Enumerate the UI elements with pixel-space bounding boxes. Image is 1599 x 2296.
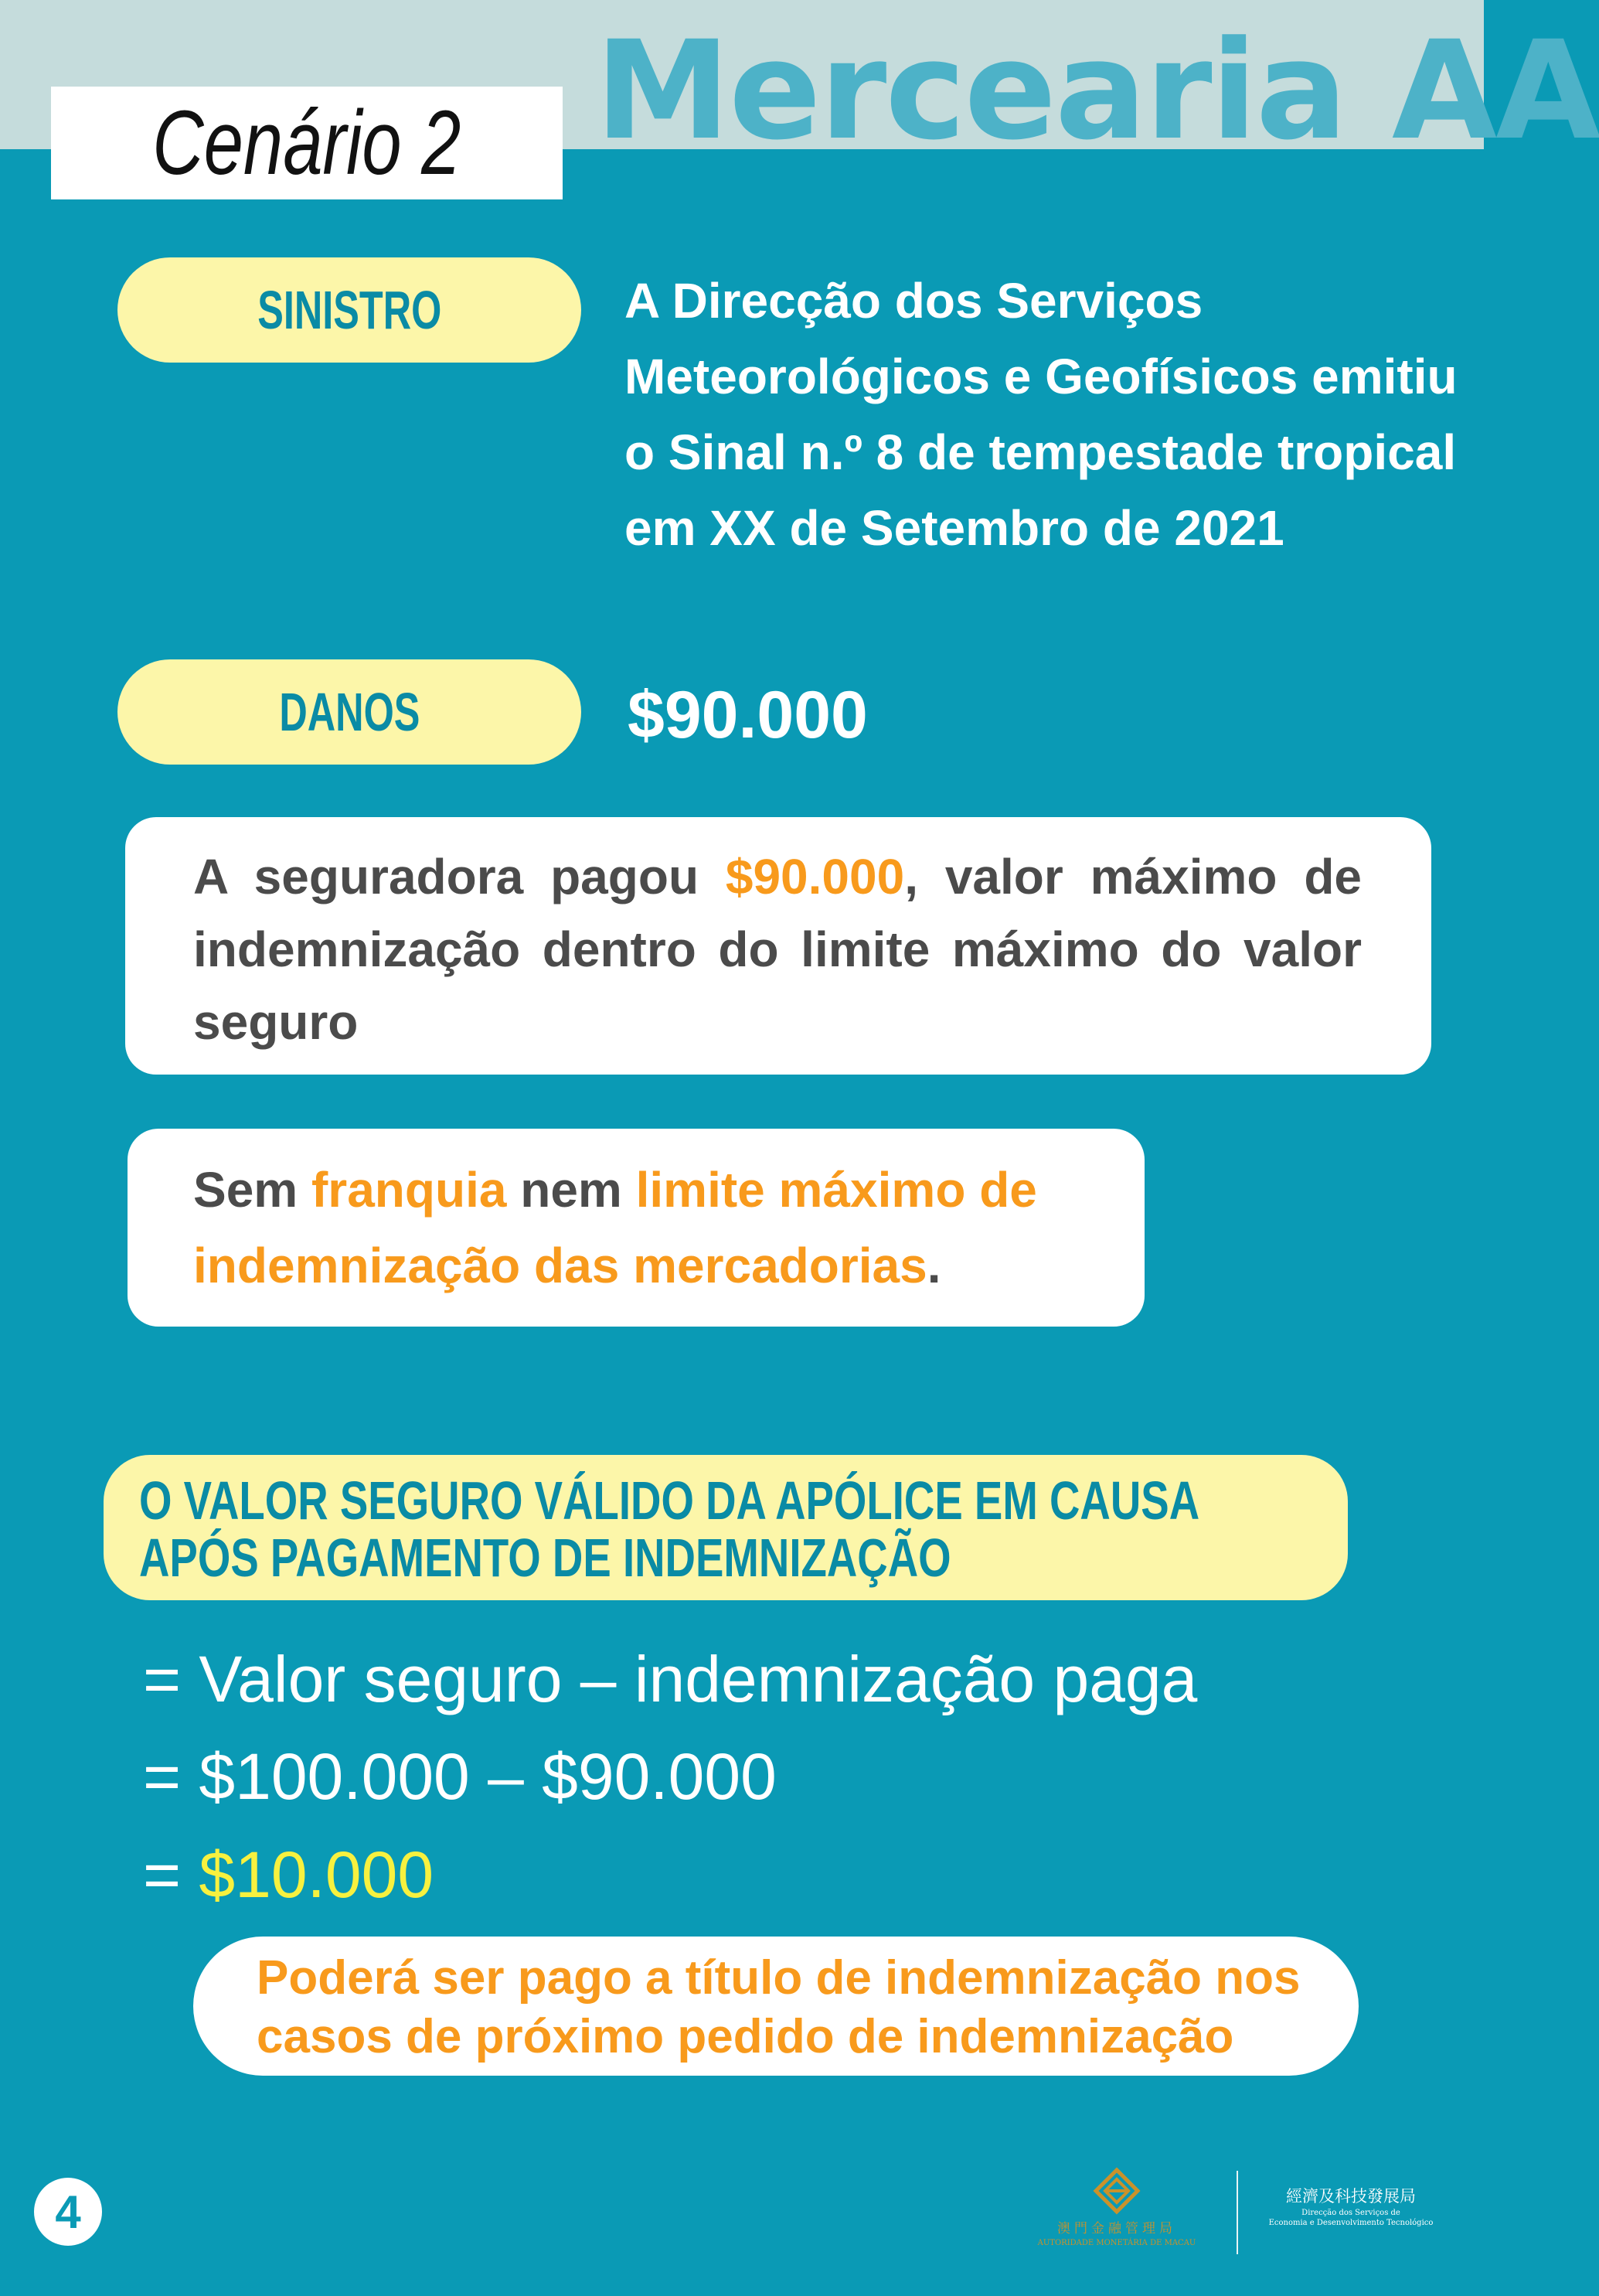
- conditions-text: [193, 1152, 1121, 1303]
- sinistro-description: A Direcção dos Serviços Meteorológicos e Geofísicos emitiu o Sinal n.º 8 de tempestade tropical em XX de Setembro de 2021: [624, 273, 1458, 556]
- dsedt-name-pt-2: Economia e Desenvolvimento Tecnológico: [1268, 2219, 1434, 2227]
- valid-value-heading-pill: [104, 1455, 1348, 1600]
- danos-value: $90.000: [628, 678, 868, 752]
- payment-card: [125, 817, 1431, 1075]
- danos-label: DANOS: [278, 682, 420, 742]
- formula-line-3: [143, 1832, 1418, 1917]
- formula-line-3-prefix: =: [143, 1838, 199, 1911]
- sinistro-label: SINISTRO: [257, 280, 442, 340]
- amcm-logo: [1028, 2168, 1206, 2260]
- scenario-label: Cenário 2: [152, 92, 461, 194]
- page-title: Mercearia AA: [595, 12, 1599, 170]
- payment-suffix: , valor máximo de indemnização dentro do limite máximo do valor seguro: [193, 849, 1362, 1050]
- dsedt-name-pt-1: Direcção dos Serviços de: [1301, 2209, 1400, 2217]
- formula-line-1: = Valor seguro – indemnização paga: [143, 1643, 1198, 1715]
- conditions-highlight-limite: limite máximo de indemnização das mercadorias: [193, 1162, 1037, 1293]
- formula-result: $10.000: [199, 1838, 434, 1911]
- sinistro-pill: [117, 257, 581, 363]
- valid-value-heading: O VALOR SEGURO VÁLIDO DA APÓLICE EM CAUSA APÓS PAGAMENTO DE INDEMNIZAÇÃO: [139, 1470, 1199, 1588]
- dsedt-name-cn: 經濟及科技發展局: [1286, 2187, 1416, 2206]
- conditions-part1: Sem: [193, 1162, 311, 1218]
- conditions-part2: nem: [506, 1162, 636, 1218]
- payment-prefix: A seguradora pagou: [193, 849, 726, 904]
- conditions-highlight-franquia: franquia: [311, 1162, 507, 1218]
- amcm-name-pt: AUTORIDADE MONETÁRIA DE MACAU: [1037, 2239, 1196, 2247]
- payment-amount: $90.000: [725, 849, 905, 904]
- danos-pill: [117, 659, 581, 765]
- payment-text: [193, 840, 1362, 1058]
- conditions-card: [128, 1129, 1145, 1327]
- logo-divider: [1237, 2171, 1238, 2254]
- scenario-label-box: [51, 87, 563, 199]
- note-text: Poderá ser pago a título de indemnização nos casos de próximo pedido de indemnização: [257, 1951, 1301, 2063]
- page-number: 4: [34, 2178, 102, 2246]
- conditions-part3: .: [927, 1238, 941, 1293]
- amcm-name-cn: 澳門金融管理局: [1057, 2221, 1176, 2236]
- formula-line-2: = $100.000 – $90.000: [143, 1740, 777, 1813]
- note-box: [193, 1937, 1359, 2076]
- dsedt-logo: [1250, 2185, 1451, 2228]
- amcm-emblem-icon: [1090, 2168, 1144, 2214]
